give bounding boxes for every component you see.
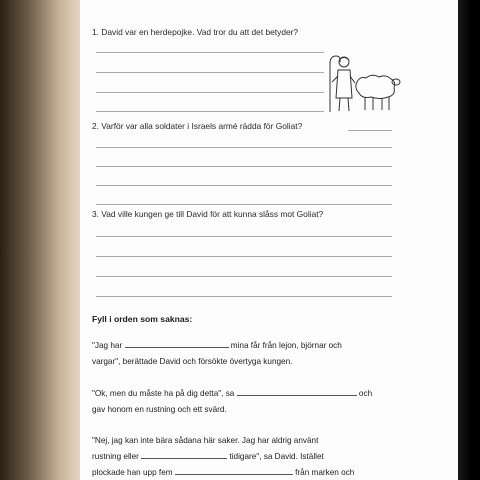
text-span: tidigare", sa David. Istället	[229, 452, 324, 461]
answer-line[interactable]	[96, 72, 324, 73]
answer-line[interactable]	[96, 111, 324, 112]
background-left	[0, 0, 80, 480]
text-span: "Nej, jag kan inte bära sådana här saker. Jag har aldrig använt	[92, 436, 319, 445]
fill-paragraph-2	[92, 386, 422, 418]
fill-blank[interactable]	[237, 387, 357, 396]
answer-line[interactable]	[348, 130, 392, 131]
text-span: och	[358, 389, 373, 398]
fill-paragraph-1	[92, 338, 422, 370]
worksheet-page	[80, 0, 458, 480]
fill-section-heading: Fyll i orden som saknas:	[92, 314, 193, 324]
answer-line[interactable]	[96, 204, 392, 205]
fill-paragraph-3	[92, 433, 422, 480]
text-span: plockade han upp fem	[92, 468, 173, 477]
answer-line[interactable]	[96, 296, 392, 297]
answer-line[interactable]	[96, 185, 392, 186]
shepherd-illustration-icon	[324, 52, 402, 114]
fill-blank[interactable]	[125, 339, 229, 348]
question-3: 3. Vad ville kungen ge till David för att kunna slåss mot Goliat?	[92, 209, 324, 219]
answer-line[interactable]	[96, 236, 392, 237]
background-right	[458, 0, 480, 480]
answer-line[interactable]	[96, 52, 324, 53]
text-span: rustning eller	[92, 452, 139, 461]
text-span: vargar", berättade David och försökte övertyga kungen.	[92, 357, 293, 366]
text-span: mina får från lejon, björnar och	[230, 341, 342, 350]
question-2: 2. Varför var alla soldater i Israels armé rädda för Goliat?	[92, 121, 303, 131]
fill-blank[interactable]	[175, 466, 293, 475]
text-span: "Jag har	[92, 341, 123, 350]
question-1: 1. David var en herdepojke. Vad tror du att det betyder?	[92, 27, 299, 37]
text-span: från marken och	[295, 468, 355, 477]
answer-line[interactable]	[96, 256, 392, 257]
fill-blank[interactable]	[141, 450, 227, 459]
answer-line[interactable]	[96, 147, 392, 148]
answer-line[interactable]	[96, 92, 324, 93]
answer-line[interactable]	[96, 276, 392, 277]
text-span: "Ok, men du måste ha på dig detta", sa	[92, 389, 235, 398]
text-span: gav honom en rustning och ett svärd.	[92, 405, 227, 414]
answer-line[interactable]	[96, 166, 392, 167]
